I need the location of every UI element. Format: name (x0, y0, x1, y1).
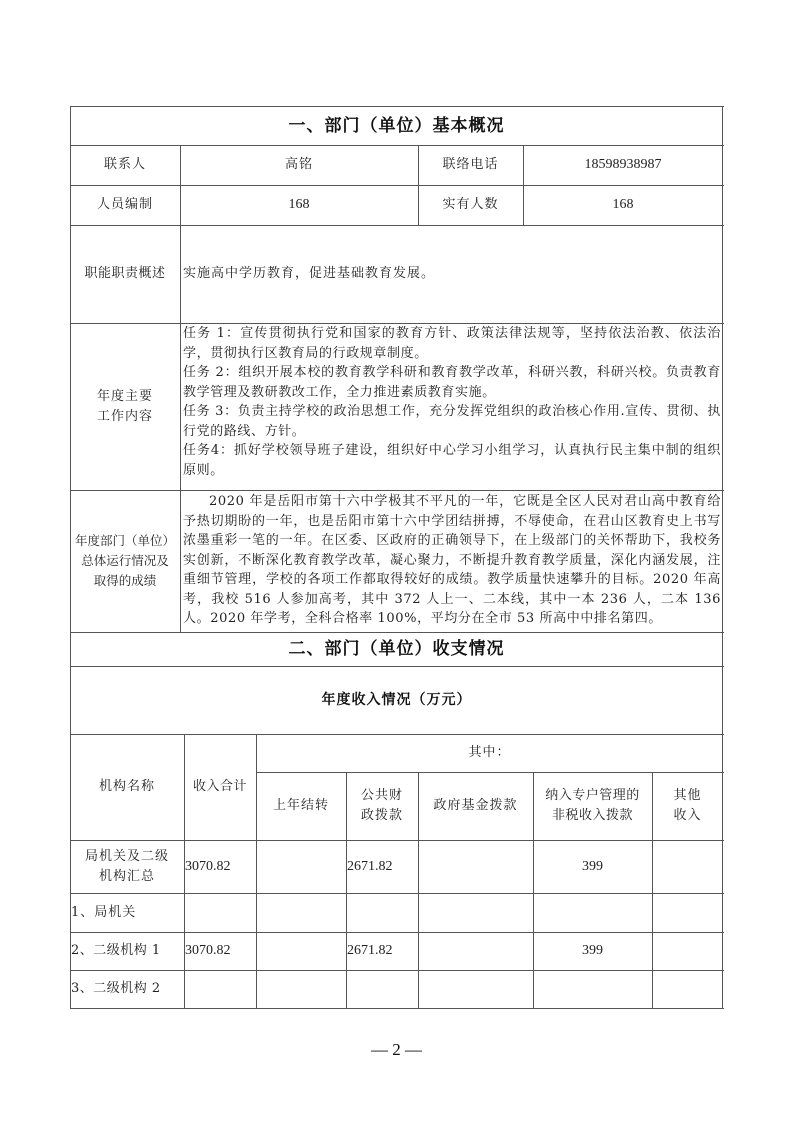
performance-label (70, 490, 180, 632)
work-items (183, 324, 721, 480)
work-item: 任务 1：宣传贯彻执行党和国家的教育方针、政策法律法规等，坚持依法治教、依法治学，贯彻执行区教育局的行政规章制度。 (183, 326, 721, 361)
actual-staff-value: 168 (612, 197, 634, 212)
duty-value: 实施高中学历教育，促进基础教育发展。 (183, 266, 436, 281)
col-header-other (652, 772, 723, 840)
performance-text: 2020 年是岳阳市第十六中学极其不平凡的一年，它既是全区人民对君山高中教育给予热切期盼的一年，也是岳阳市第十六中学团结拼搏，不辱使命，在君山区教育史上书写浓墨重彩一笔的一年。在区委、区政府的正确领导下，在上级部门的关怀帮助下，我校务实创新，不断深化教育教学改革，凝心聚力，不断提升教育教学质量，深化内涵发展，注重细节管理，学校的各项工作都取得较好的成绩。教学质量快速攀升的目标。2020 年高考，我校 516 人参加高考，其中 372 人上一、二本线，其中一本 236 人，二本 136 人。2020 年学考，全科合格率 100%，平均分在全市 53 所高中中排名第四。 (183, 494, 721, 626)
row-org-name: 2、二级机构 1 (71, 943, 161, 958)
contact-label: 联系人 (103, 157, 146, 172)
phone-label: 联络电话 (442, 157, 499, 172)
duty-label: 职能职责概述 (84, 266, 166, 281)
header-line: 收入 (673, 808, 702, 823)
col-header-public-fiscal (346, 772, 418, 840)
col-header-org-name: 机构名称 (98, 779, 155, 794)
section1-title: 一、部门（单位）基本概况 (288, 115, 505, 136)
row-public-fiscal: 2671.82 (347, 858, 393, 874)
phone-value: 18598938987 (584, 157, 662, 172)
org-name-line: 机构汇总 (98, 868, 155, 884)
page-number: — 2 — (371, 1040, 422, 1059)
table-border (70, 1008, 724, 1009)
header-line: 其他 (673, 788, 702, 803)
row-nontax: 399 (582, 858, 603, 874)
performance-label-line: 总体运行情况及 (81, 553, 169, 568)
actual-staff-label: 实有人数 (442, 197, 499, 212)
row-org-name: 3、二级机构 2 (71, 981, 161, 996)
row-total: 3070.82 (185, 858, 231, 874)
contact-value: 高铭 (284, 157, 313, 172)
row-org-name: 1、局机关 (71, 904, 137, 920)
col-header-of-which: 其中： (468, 745, 511, 760)
col-header-gov-fund: 政府基金拨款 (433, 798, 518, 813)
row-total: 3070.82 (185, 943, 231, 958)
work-label-line: 工作内容 (96, 408, 153, 424)
org-name-line: 局机关及二级 (84, 848, 169, 864)
col-header-total: 收入合计 (192, 779, 247, 794)
work-item: 任务4：抓好学校领导班子建设，组织好中心学习小组学习，认真执行民主集中制的组织原则。 (183, 443, 721, 478)
col-header-nontax (533, 772, 652, 840)
header-line: 公共财 (360, 788, 403, 803)
row-org-name (70, 840, 184, 893)
work-item: 任务 3：负责主持学校的政治思想工作，充分发挥党组织的政治核心作用.宣传、贯彻、执行党的路线、方针。 (183, 404, 721, 439)
work-label-line: 年度主要 (96, 388, 153, 404)
row-nontax: 399 (582, 943, 603, 958)
work-item: 任务 2：组织开展本校的教育教学科研和教育教学改革，科研兴教，科研兴校。负责教育教学管理及教研教改工作，全力推进素质教育实施。 (183, 365, 721, 400)
performance-label-line: 取得的成绩 (93, 573, 157, 588)
staffing-label: 人员编制 (96, 197, 153, 212)
staffing-value: 168 (288, 197, 310, 212)
header-line: 非税收入拨款 (551, 808, 633, 823)
performance-label-line: 年度部门（单位） (74, 533, 175, 548)
section2-title: 二、部门（单位）收支情况 (288, 639, 505, 659)
work-label (70, 323, 180, 490)
income-table-title: 年度收入情况（万元） (321, 692, 472, 708)
row-public-fiscal: 2671.82 (347, 943, 393, 958)
col-header-carryover: 上年结转 (272, 798, 329, 813)
header-line: 政拨款 (360, 808, 403, 823)
header-line: 纳入专户管理的 (545, 788, 640, 803)
